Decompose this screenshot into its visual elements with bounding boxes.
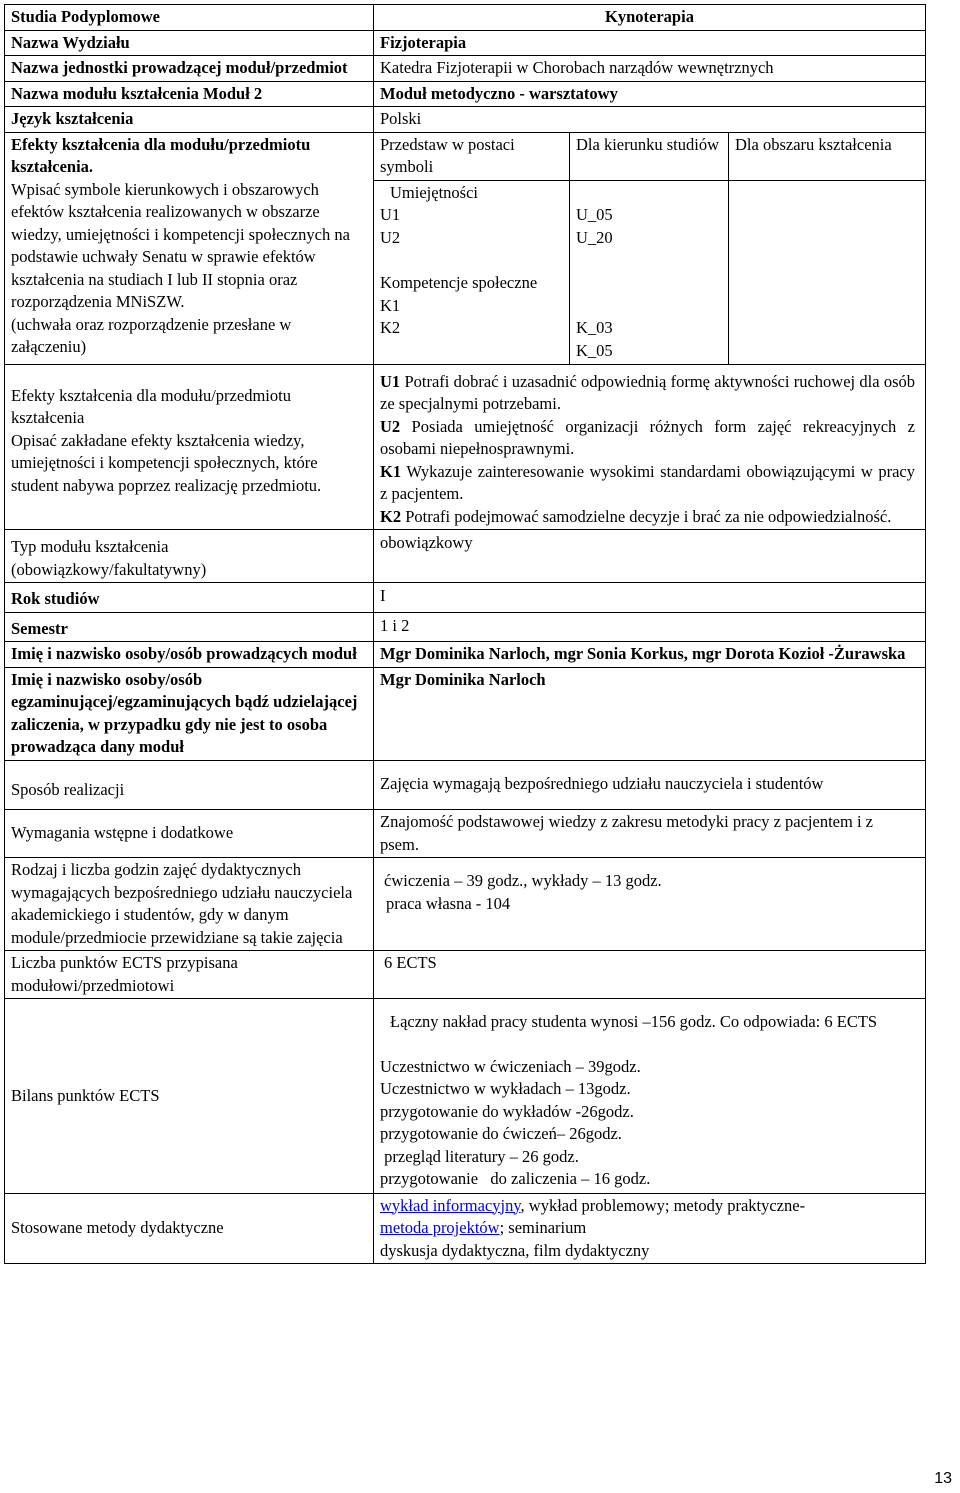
link-metoda-projektow[interactable]: metoda projektów [380, 1218, 500, 1237]
label-wydzial: Nazwa Wydziału [5, 30, 374, 56]
row-prowadzacy [5, 642, 926, 668]
metody-line3: dyskusja dydaktyczna, film dydaktyczny [380, 1240, 650, 1260]
value-bilans [374, 999, 926, 1194]
godziny-line2: praca własna - 104 [386, 893, 511, 913]
value-godziny [374, 858, 926, 951]
label-prowadzacy: Imię i nazwisko osoby/osób prowadzących moduł [5, 642, 374, 668]
efekty-symbole-note: (uchwała oraz rozporządzenie przesłane w załączeniu) [11, 314, 292, 356]
label-godziny: Rodzaj i liczba godzin zajęć dydaktycznych wymagających bezpośredniego udziału nauczyciela akademickiego i studentów, gdy w danym module/przedmiocie przewidziane są takie zajęcia [5, 858, 374, 951]
row-typ [5, 530, 926, 583]
value-typ: obowiązkowy [374, 530, 926, 583]
symbols-col3 [729, 181, 925, 364]
effect-k1-code: K1 [380, 461, 402, 481]
row-egzaminujacy [5, 667, 926, 760]
value-efekty-opis [374, 364, 926, 530]
row-semestr [5, 612, 926, 642]
link-wyklad-informacyjny[interactable]: wykład informacyjny [380, 1195, 521, 1215]
value-jezyk: Polski [374, 107, 926, 133]
value-wymagania: Znajomość podstawowej wiedzy z zakresu metodyki pracy z pacjentem i z psem. [374, 810, 926, 858]
label-rok: Rok studiów [5, 583, 374, 613]
row-bilans [5, 999, 926, 1194]
effect-k2 [380, 506, 915, 529]
bilans-literatura: przegląd literatury – 26 godz. [380, 1146, 579, 1166]
symbols-header-col3: Dla obszaru kształcenia [735, 134, 892, 154]
row-wydzial [5, 30, 926, 56]
bilans-wyklady: Uczestnictwo w wykładach – 13godz. [380, 1079, 631, 1098]
value-metody [374, 1193, 926, 1264]
row-studia [5, 5, 926, 31]
symbols-header [374, 133, 925, 181]
bilans-przyg-cwiczenia: przygotowanie do ćwiczeń– 26godz. [380, 1124, 622, 1143]
symbol-u05: U_05 [576, 205, 613, 224]
value-sposob: Zajęcia wymagają bezpośredniego udziału nauczyciela i studentów [374, 760, 926, 810]
label-efekty-opis [5, 364, 374, 530]
efekty-symbole-instruction: Wpisać symbole kierunkowych i obszarowych efektów kształcenia realizowanych w obszarze wiedzy, umiejętności i kompetencji społecznych na podstawie uchwały Senatu w sprawie efektów kształcenia na studiach I lub II stopnia oraz rozporządzenia MNiSZW. [11, 179, 350, 311]
label-metody: Stosowane metody dydaktyczne [5, 1193, 374, 1264]
value-semestr: 1 i 2 [374, 612, 926, 642]
row-godziny [5, 858, 926, 951]
effect-k2-text: Potrafi podejmować samodzielne decyzje i brać za nie odpowiedzialność. [405, 506, 892, 526]
label-semestr: Semestr [5, 612, 374, 642]
value-prowadzacy: Mgr Dominika Narloch, mgr Sonia Korkus, mgr Dorota Kozioł -Żurawska [374, 642, 926, 668]
symbols-col1 [374, 181, 570, 364]
metody-text2: ; seminarium [499, 1218, 587, 1237]
symbol-k1: K1 [380, 295, 401, 315]
bilans-przyg-wyklady: przygotowanie do wykładów -26godz. [380, 1101, 634, 1121]
row-rok [5, 583, 926, 613]
effect-u2-code: U2 [380, 416, 401, 436]
row-efekty-symbole [5, 132, 926, 364]
symbols-col2 [570, 181, 729, 364]
efekty-opis-title: Efekty kształcenia dla modułu/przedmiotu kształcenia [11, 385, 291, 427]
symbol-u1: U1 [380, 205, 401, 224]
bilans-zaliczenie: przygotowanie do zaliczenia – 16 godz. [380, 1169, 651, 1188]
value-ects: 6 ECTS [374, 951, 926, 999]
row-sposob [5, 760, 926, 810]
label-jezyk: Język kształcenia [5, 107, 374, 133]
symbol-k05: K_05 [576, 340, 613, 360]
row-metody [5, 1193, 926, 1264]
effect-u1-code: U1 [380, 371, 401, 391]
effect-u2 [380, 416, 915, 461]
label-studia: Studia Podyplomowe [5, 5, 374, 31]
row-jednostka [5, 56, 926, 82]
bilans-total: Łączny nakład pracy studenta wynosi –156 godz. Co odpowiada: 6 ECTS [390, 1012, 878, 1031]
metody-line1 [380, 1195, 919, 1218]
label-modul: Nazwa modułu kształcenia Moduł 2 [5, 81, 374, 107]
effect-u1 [380, 371, 915, 416]
label-wymagania: Wymagania wstępne i dodatkowe [5, 810, 374, 858]
symbol-k03: K_03 [576, 318, 613, 337]
effect-k1-text: Wykazuje zainteresowanie wysokimi standardami obowiązującymi w pracy z pacjentem. [380, 461, 915, 503]
label-ects: Liczba punktów ECTS przypisana modułowi/przedmiotowi [5, 951, 374, 999]
row-wymagania [5, 810, 926, 858]
label-typ: Typ modułu kształcenia (obowiązkowy/fakultatywny) [5, 530, 374, 583]
effect-u2-text: Posiada umiejętność organizacji różnych form zajęć rekreacyjnych z osobami niepełnosprawnymi. [380, 416, 915, 458]
value-jednostka: Katedra Fizjoterapii w Chorobach narządów wewnętrznych [374, 56, 926, 82]
symbols-header-col1: Przedstaw w postaci symboli [374, 133, 570, 180]
symbol-k2: K2 [380, 318, 401, 337]
value-studia: Kynoterapia [374, 5, 926, 31]
symbols-header-col2: Dla kierunku studiów [570, 133, 729, 180]
page-number: 13 [934, 1470, 952, 1487]
bilans-cwiczenia: Uczestnictwo w ćwiczeniach – 39godz. [380, 1056, 641, 1076]
module-description-table [4, 4, 926, 1264]
row-jezyk [5, 107, 926, 133]
umiejetnosci-heading: Umiejętności [390, 182, 478, 202]
row-modul [5, 81, 926, 107]
godziny-line1: ćwiczenia – 39 godz., wykłady – 13 godz. [384, 871, 662, 890]
effect-k1 [380, 461, 915, 506]
value-modul: Moduł metodyczno - warsztatowy [374, 81, 926, 107]
label-bilans: Bilans punktów ECTS [5, 999, 374, 1194]
symbols-body [374, 181, 925, 364]
symbol-u2: U2 [380, 227, 401, 247]
value-rok: I [374, 583, 926, 613]
value-wydzial: Fizjoterapia [374, 30, 926, 56]
metody-text1: , wykład problemowy; metody praktyczne- [520, 1195, 806, 1215]
effect-k2-code: K2 [380, 506, 402, 526]
efekty-symbole-title: Efekty kształcenia dla modułu/przedmiotu kształcenia. [11, 134, 311, 176]
efekty-opis-instruction: Opisać zakładane efekty kształcenia wiedzy, umiejętności i kompetencji społecznych, które student nabywa poprzez realizację przedmiotu. [11, 430, 322, 495]
row-ects [5, 951, 926, 999]
label-sposob: Sposób realizacji [5, 760, 374, 810]
value-efekty-symbole [374, 132, 926, 364]
value-egzaminujacy: Mgr Dominika Narloch [374, 667, 926, 760]
symbol-u20: U_20 [576, 227, 613, 247]
effect-u1-text: Potrafi dobrać i uzasadnić odpowiednią formę aktywności ruchowej dla osób ze specjalnymi potrzebami. [380, 371, 916, 413]
label-efekty-symbole [5, 132, 374, 364]
label-jednostka: Nazwa jednostki prowadzącej moduł/przedmiot [5, 56, 374, 82]
label-egzaminujacy: Imię i nazwisko osoby/osób egzaminującej/egzaminujących bądź udzielającej zaliczenia, w przypadku gdy nie jest to osoba prowadząca dany moduł [5, 667, 374, 760]
kompetencje-heading: Kompetencje społeczne [380, 273, 538, 292]
row-efekty-opis [5, 364, 926, 530]
metody-line2 [380, 1217, 919, 1240]
